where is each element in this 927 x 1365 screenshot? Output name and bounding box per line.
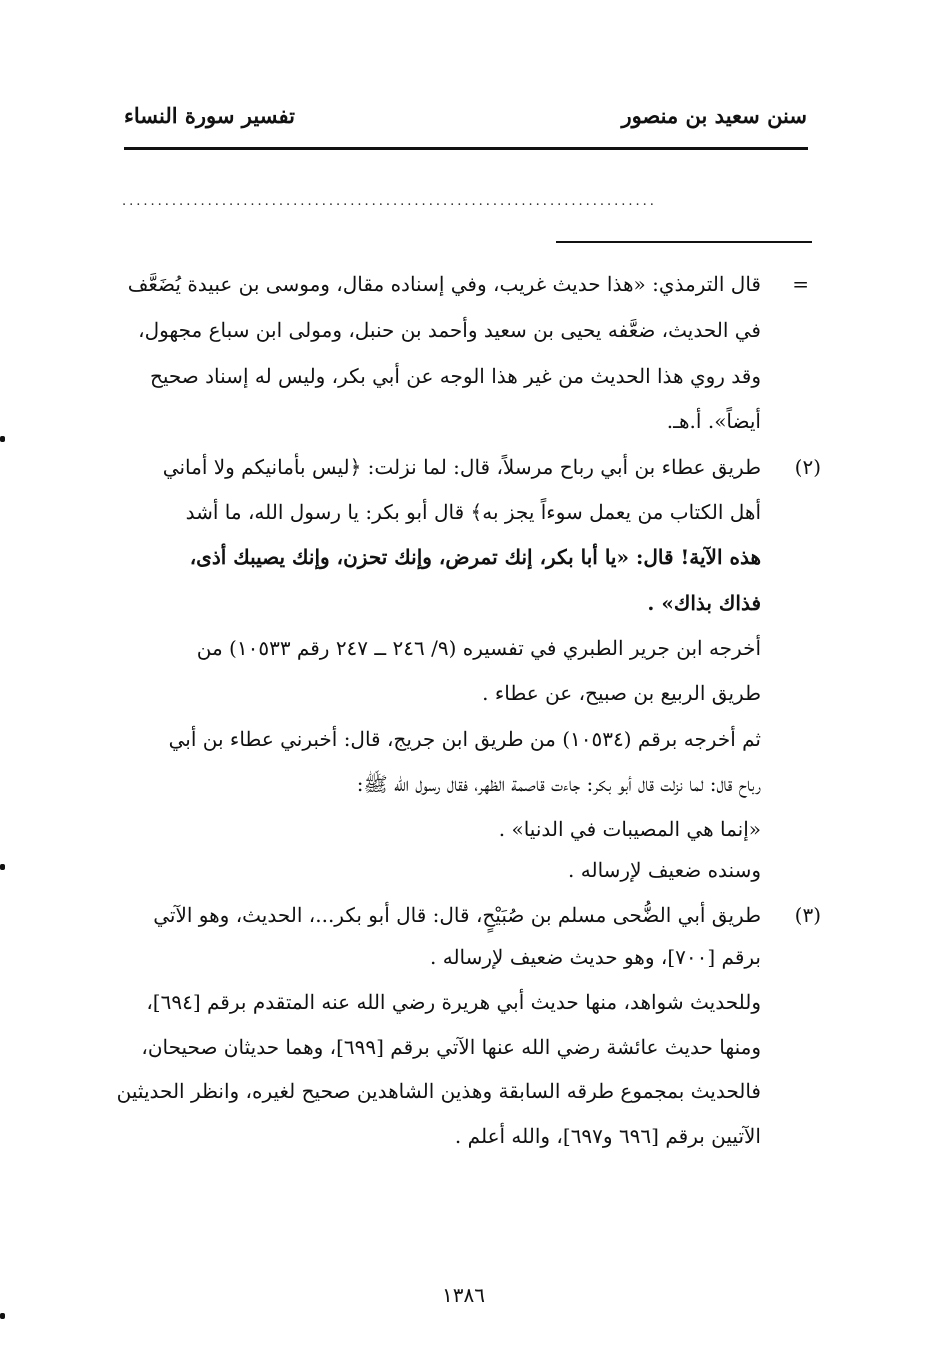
text-line: فالحديث بمجموع طرقه السابقة وهذين الشاهدين صحيح لغيره، وانظر الحديثين [116, 1079, 761, 1103]
note-marker: (٢) [794, 455, 821, 479]
text-line: طريق عطاء بن أبي رباح مرسلاً، قال: لما نزلت: ﴿ليس بأمانيكم ولا أماني [162, 455, 761, 479]
text-line: طريق أبي الضُّحى مسلم بن صُبَيْحٍ، قال: قال أبو بكر...، الحديث، وهو الآتي [153, 903, 761, 927]
text-line: وسنده ضعيف لإرساله . [568, 858, 761, 882]
book-title: سنن سعيد بن منصور [621, 103, 807, 128]
text-line: أهل الكتاب من يعمل سوءاً يجز به﴾ قال أبو بكر: يا رسول الله، ما أشد [185, 500, 761, 524]
scan-edge-mark [0, 436, 5, 442]
page-number: ١٣٨٦ [442, 1283, 485, 1307]
dotted-separator: ........................................................................... [122, 194, 657, 208]
text-line: برقم [٧٠٠]، وهو حديث ضعيف لإرساله . [430, 945, 761, 969]
text-line: الآتيين برقم [٦٩٦ و٦٩٧]، والله أعلم . [454, 1124, 761, 1148]
note-marker: (٣) [794, 903, 821, 927]
text-line: طريق الربيع بن صبيح، عن عطاء . [482, 681, 761, 705]
text-line: «إنما هي المصيبات في الدنيا» . [498, 817, 761, 841]
note-marker: = [792, 272, 809, 296]
header-rule [124, 147, 808, 150]
text-line: فذاك بذاك» . [647, 591, 761, 615]
text-line: ومنها حديث عائشة رضي الله عنها الآتي برقم [٦٩٩]، وهما حديثان صحيحان، [141, 1035, 761, 1059]
text-line: أيضاً». أ.هـ. [666, 409, 761, 433]
scan-edge-mark [0, 864, 5, 870]
text-line: ثم أخرجه برقم (١٠٥٣٤) من طريق ابن جريج، قال: أخبرني عطاء بن أبي [168, 727, 761, 751]
chapter-title: تفسير سورة النساء [124, 103, 295, 128]
text-line: هذه الآية! قال: «يا أبا بكر، إنك تمرض، وإنك تحزن، وإنك يصيبك أذى، [189, 545, 761, 569]
text-line: أخرجه ابن جرير الطبري في تفسيره (٩/ ٢٤٦ ــ ٢٤٧ رقم ١٠٥٣٣) من [196, 636, 761, 660]
footnote-rule [556, 241, 812, 243]
text-line: وللحديث شواهد، منها حديث أبي هريرة رضي الله عنه المتقدم برقم [٦٩٤]، [146, 990, 761, 1014]
text-line: وقد روي هذا الحديث من غير هذا الوجه عن أبي بكر، وليس له إسناد صحيح [149, 364, 761, 388]
text-line: قال الترمذي: «هذا حديث غريب، وفي إسناده مقال، وموسى بن عبيدة يُضَعَّف [127, 272, 761, 296]
text-line: في الحديث، ضعَّفه يحيى بن سعيد وأحمد بن حنبل، ومولى ابن سباع مجهول، [138, 318, 761, 342]
scan-edge-mark [0, 1313, 5, 1319]
text-line: رباح قال: لما نزلت قال أبو بكر: جاءت قاصمة الظهر، فقال رسول الله ﷺ: [356, 772, 761, 796]
